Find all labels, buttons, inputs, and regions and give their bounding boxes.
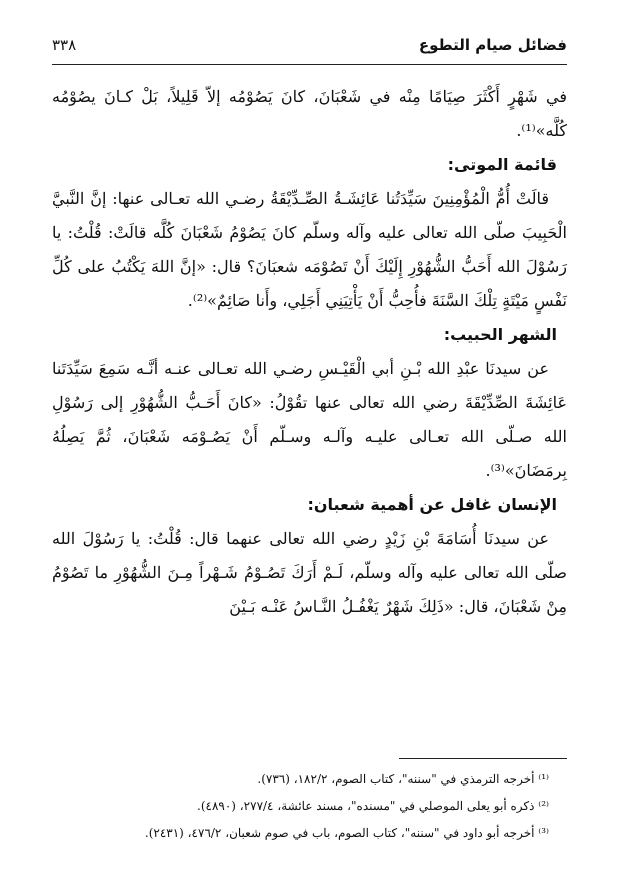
running-title: فضائل صيام التطوع xyxy=(418,36,567,54)
footnote-separator xyxy=(399,758,567,759)
footnote: ⁽²⁾ ذكره أبو يعلى الموصلي في "مسنده"، مسند عائشة، ٢٧٧/٤، (٤٨٩٠). xyxy=(197,799,549,813)
footnotes xyxy=(52,766,567,847)
footnote: ⁽³⁾ أخرجه أبو داود في "سننه"، كتاب الصوم، باب في صوم شعبان، ٤٧٦/٢، (٢٤٣١). xyxy=(144,826,549,840)
section-heading: الشهر الحبيب: xyxy=(443,325,557,344)
page-number: ٣٣٨ xyxy=(52,36,77,54)
section-heading: الإنسان غافل عن أهمية شعبان: xyxy=(307,495,557,514)
paragraph: قالَتْ أُمُّ الْمُؤْمِنِينَ سَيِّدَتُنا عَائِشَـةُ الصِّـدِّيْقَةُ رضـي الله تعـالى عنها: إنَّ النَّبيَّ الْحَبِيبَ صلّى الله تعالى عليه وآله وسلّم كانَ يَصُوْمُ شَعْبَانَ كُلَّه قالَتْ: قُلْتُ: يا رَسُوْلَ الله أَحَبُّ الشُّهُوْرِ إِلَيْكَ أَنْ تَصُوْمَه شعبَانَ؟ قال: «إنَّ اللهَ يَكْتُبُ على كُلِّ نَفْسٍ مَيْتَةٍ تِلْكَ السَّنَةَ فأُحِبُّ أَنْ يَأْتِيَنِي أَجَلِي، وأَنا صَائِمٌ»⁽²⁾. xyxy=(52,189,567,310)
paragraph: عن سيدنَا أُسَامَةَ بْنِ زَيْدٍ رضي الله تعالى عنهما قال: قُلْتُ: يا رَسُوْلَ الله صلّى الله تعالى عليه وآله وسلّم، لَـمْ أَرَكَ تَصُـوْمُ شَـهْراً مِـنَ الشُّهُوْرِ ما تَصُوْمُ مِنْ شَعْبَانَ، قال: «ذَلِكَ شَهْرٌ يَغْفُـلُ النَّـاسُ عَنْـه بَـيْنَ xyxy=(52,529,567,616)
section-heading: قائمة الموتى: xyxy=(447,155,557,174)
page-body xyxy=(52,80,567,624)
paragraph: في شَهْرٍ أَكْثَرَ صِيَامًا مِنْه في شَعْبَانَ، كانَ يَصُوْمُه إلاّ قَلِيلاً، بَلْ كـانَ يصُوْمُه كُلَّه»⁽¹⁾. xyxy=(52,87,567,140)
page-header xyxy=(52,30,567,65)
paragraph: عن سيدنَا عبْدِ الله بْـنِ أبي الْقَيْـسِ رضـي الله تعـالى عنـه أنَّـه سَمِعَ سَيِّدَتَنا عَائِشَةَ الصِّدِّيْقَةَ رضي الله تعالى عنها تقُوْلُ: «كانَ أَحَـبُّ الشُّهُوْرِ إلى رَسُوْلِ الله صـلّى الله تعـالى عليـه وآلـه وسـلّم أَنْ يَصُـوْمَه شَعْبَانَ، ثُمَّ يَصِلُهُ بِرمَضَانَ»⁽³⁾. xyxy=(52,359,567,480)
footnote: ⁽¹⁾ أخرجه الترمذي في "سننه"، كتاب الصوم، ١٨٢/٢، (٧٣٦). xyxy=(257,772,549,786)
